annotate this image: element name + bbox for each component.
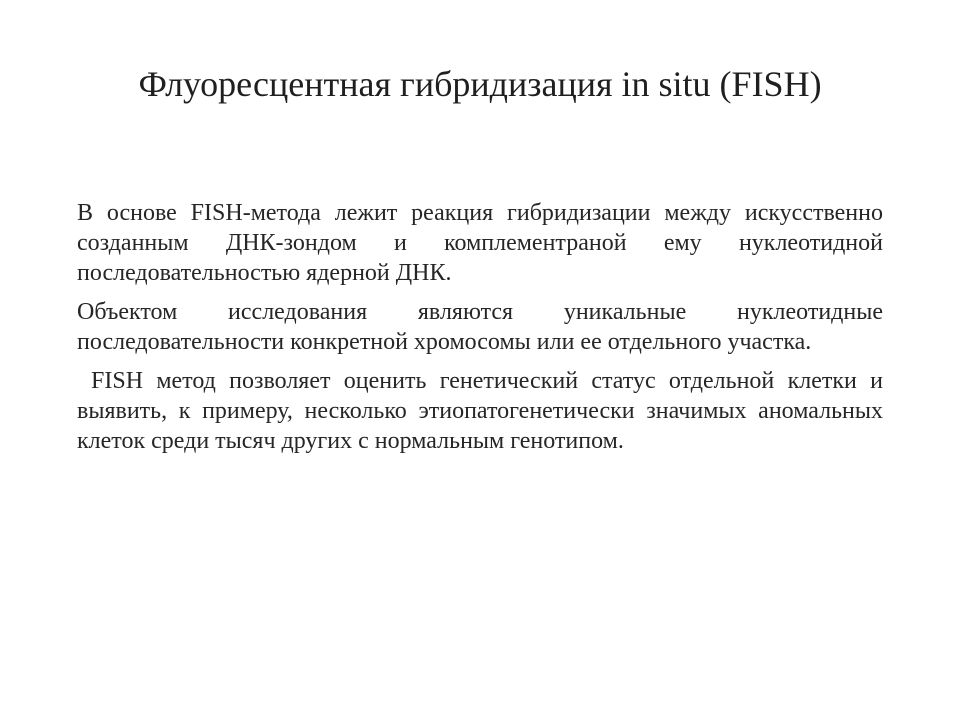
paragraph-fish-basis: В основе FISH-метода лежит реакция гибридизации между искусственно созданным ДНК-зондом и комплементраной ему нуклеотидной последовательностью ядерной ДНК. [77, 200, 883, 286]
slide-title: Флуоресцентная гибридизация in situ (FISH) [138, 64, 822, 104]
paragraph-fish-capability: FISH метод позволяет оценить генетический статус отдельной клетки и выявить, к примеру, несколько этиопатогенетически значимых аномальных клеток среди тысяч других с нормальным генотипом. [77, 368, 883, 454]
paragraph-research-object: Объектом исследования являются уникальные нуклеотидные последовательности конкретной хромосомы или ее отдельного участка. [77, 299, 883, 355]
slide-body [77, 198, 883, 465]
